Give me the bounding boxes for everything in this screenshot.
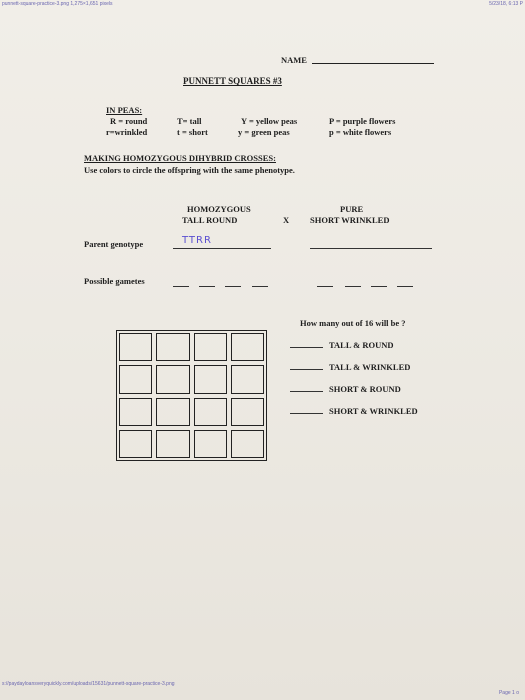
parent2-line1: PURE [340, 204, 364, 214]
gamete-blank [199, 286, 215, 287]
phenotype-label: SHORT & ROUND [329, 384, 401, 394]
in-peas-heading: IN PEAS: [106, 105, 143, 115]
punnett-cell [231, 365, 264, 393]
punnett-cell [231, 430, 264, 458]
punnett-cell [231, 333, 264, 361]
key-t: t = short [177, 127, 208, 137]
answer-blank [290, 413, 323, 414]
key-Y: Y = yellow peas [241, 116, 298, 126]
key-y: y = green peas [238, 127, 290, 137]
punnett-cell [119, 430, 152, 458]
browser-title: punnett-square-practice-3.png 1,275×1,651 pixels [2, 1, 113, 7]
page-title: PUNNETT SQUARES #3 [183, 76, 282, 86]
question: How many out of 16 will be ? [300, 318, 406, 328]
name-label: NAME [281, 55, 307, 65]
name-line [312, 63, 434, 64]
gamete-blank [252, 286, 268, 287]
answer-blank [290, 369, 323, 370]
key-P: P = purple flowers [329, 116, 396, 126]
cross-symbol: X [283, 215, 290, 225]
gamete-blank [173, 286, 189, 287]
key-r: r=wrinkled [106, 127, 148, 137]
phenotype-label: TALL & WRINKLED [329, 362, 411, 372]
answer-blank [290, 391, 323, 392]
gamete-blank [345, 286, 361, 287]
phenotype-label: TALL & ROUND [329, 340, 394, 350]
punnett-cell [156, 333, 189, 361]
punnett-cell [194, 398, 227, 426]
possible-gametes-label: Possible gametes [84, 276, 145, 286]
page-number: Page 1 o [498, 690, 519, 696]
browser-timestamp: 5/23/18, 6:13 P [489, 1, 523, 7]
key-R: R = round [110, 116, 148, 126]
answer-blank [290, 347, 323, 348]
punnett-cell [194, 365, 227, 393]
punnett-cell [119, 333, 152, 361]
parent1-line2: TALL ROUND [182, 215, 238, 225]
parent1-line1: HOMOZYGOUS [187, 204, 251, 214]
instructions: Use colors to circle the offspring with the same phenotype. [84, 165, 295, 175]
parent2-genotype-line [310, 248, 432, 249]
phenotype-label: SHORT & WRINKLED [329, 406, 418, 416]
punnett-cell [194, 430, 227, 458]
parent1-genotype-line [173, 248, 271, 249]
punnett-cell [119, 365, 152, 393]
key-p: p = white flowers [329, 127, 392, 137]
gamete-blank [371, 286, 387, 287]
punnett-square-grid [116, 330, 267, 461]
page-url: s://paydayloansveryquickly.com/uploads/15631/punnett-square-practice-3.png [2, 681, 175, 687]
parent1-genotype-answer: TTRR [182, 235, 212, 246]
punnett-cell [231, 398, 264, 426]
section-heading: MAKING HOMOZYGOUS DIHYBRID CROSSES: [84, 153, 276, 163]
punnett-cell [156, 398, 189, 426]
punnett-cell [194, 333, 227, 361]
gamete-blank [225, 286, 241, 287]
gamete-blank [397, 286, 413, 287]
punnett-cell [119, 398, 152, 426]
gamete-blank [317, 286, 333, 287]
parent2-line2: SHORT WRINKLED [310, 215, 390, 225]
key-T: T= tall [177, 116, 202, 126]
parent-genotype-label: Parent genotype [84, 239, 144, 249]
punnett-cell [156, 365, 189, 393]
punnett-cell [156, 430, 189, 458]
